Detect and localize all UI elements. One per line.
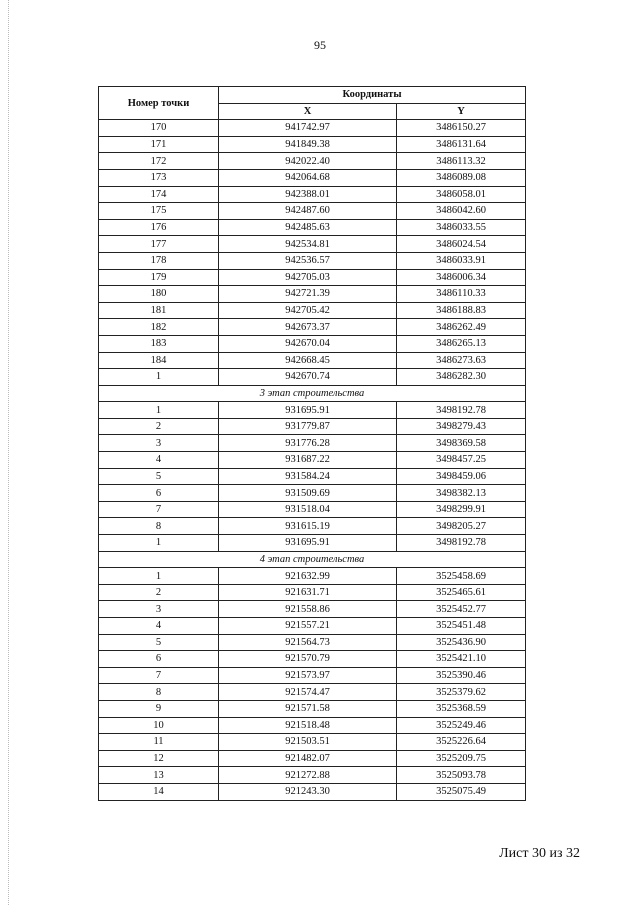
- table-row: [99, 518, 526, 535]
- y-coordinate-cell: 3486024.54: [397, 236, 526, 253]
- y-coordinate-cell: 3486265.13: [397, 335, 526, 352]
- point-number-cell: 4: [99, 452, 219, 469]
- y-coordinate-cell: 3525458.69: [397, 568, 526, 585]
- table-row: [99, 651, 526, 668]
- section-row: [99, 385, 526, 402]
- header-y: Y: [397, 103, 526, 120]
- table-row: [99, 352, 526, 369]
- x-coordinate-cell: 941742.97: [219, 120, 397, 137]
- table-row: [99, 750, 526, 767]
- x-coordinate-cell: 931695.91: [219, 535, 397, 552]
- point-number-cell: 178: [99, 252, 219, 269]
- x-coordinate-cell: 931687.22: [219, 452, 397, 469]
- point-number-cell: 3: [99, 435, 219, 452]
- y-coordinate-cell: 3486273.63: [397, 352, 526, 369]
- table-row: [99, 236, 526, 253]
- y-coordinate-cell: 3486058.01: [397, 186, 526, 203]
- y-coordinate-cell: 3525452.77: [397, 601, 526, 618]
- table-row: [99, 203, 526, 220]
- x-coordinate-cell: 942534.81: [219, 236, 397, 253]
- table-row: [99, 501, 526, 518]
- table-row: [99, 418, 526, 435]
- x-coordinate-cell: 942064.68: [219, 169, 397, 186]
- x-coordinate-cell: 942670.04: [219, 335, 397, 352]
- y-coordinate-cell: 3498382.13: [397, 485, 526, 502]
- section-row: [99, 551, 526, 568]
- x-coordinate-cell: 942388.01: [219, 186, 397, 203]
- table-body: [99, 120, 526, 800]
- point-number-cell: 5: [99, 634, 219, 651]
- point-number-cell: 184: [99, 352, 219, 369]
- table-row: [99, 452, 526, 469]
- point-number-cell: 181: [99, 302, 219, 319]
- y-coordinate-cell: 3498299.91: [397, 501, 526, 518]
- sheet-footer: Лист 30 из 32: [499, 846, 580, 861]
- page-number: 95: [314, 38, 326, 52]
- table-row: [99, 269, 526, 286]
- y-coordinate-cell: 3525075.49: [397, 783, 526, 800]
- y-coordinate-cell: 3525436.90: [397, 634, 526, 651]
- table-row: [99, 568, 526, 585]
- point-number-cell: 11: [99, 734, 219, 751]
- x-coordinate-cell: 921574.47: [219, 684, 397, 701]
- x-coordinate-cell: 921631.71: [219, 584, 397, 601]
- y-coordinate-cell: 3486150.27: [397, 120, 526, 137]
- table-row: [99, 435, 526, 452]
- x-coordinate-cell: 942705.42: [219, 302, 397, 319]
- x-coordinate-cell: 931776.28: [219, 435, 397, 452]
- header-x: X: [219, 103, 397, 120]
- margin-line: [8, 0, 9, 905]
- x-coordinate-cell: 921571.58: [219, 700, 397, 717]
- table-row: [99, 286, 526, 303]
- y-coordinate-cell: 3486110.33: [397, 286, 526, 303]
- y-coordinate-cell: 3525209.75: [397, 750, 526, 767]
- point-number-cell: 2: [99, 584, 219, 601]
- point-number-cell: 1: [99, 535, 219, 552]
- y-coordinate-cell: 3525226.64: [397, 734, 526, 751]
- table-row: [99, 684, 526, 701]
- x-coordinate-cell: 921573.97: [219, 667, 397, 684]
- y-coordinate-cell: 3486131.64: [397, 136, 526, 153]
- point-number-cell: 7: [99, 501, 219, 518]
- point-number-cell: 8: [99, 684, 219, 701]
- section-title: 3 этап строительства: [99, 385, 526, 402]
- table-row: [99, 169, 526, 186]
- y-coordinate-cell: 3486006.34: [397, 269, 526, 286]
- point-number-cell: 12: [99, 750, 219, 767]
- coordinates-table: [98, 86, 526, 801]
- point-number-cell: 3: [99, 601, 219, 618]
- y-coordinate-cell: 3525379.62: [397, 684, 526, 701]
- table-row: [99, 767, 526, 784]
- header-point-number: Номер точки: [99, 87, 219, 120]
- table-header-row: [99, 87, 526, 104]
- point-number-cell: 13: [99, 767, 219, 784]
- y-coordinate-cell: 3498369.58: [397, 435, 526, 452]
- point-number-cell: 173: [99, 169, 219, 186]
- point-number-cell: 7: [99, 667, 219, 684]
- x-coordinate-cell: 942485.63: [219, 219, 397, 236]
- x-coordinate-cell: 931584.24: [219, 468, 397, 485]
- x-coordinate-cell: 942536.57: [219, 252, 397, 269]
- y-coordinate-cell: 3525465.61: [397, 584, 526, 601]
- table-row: [99, 734, 526, 751]
- point-number-cell: 179: [99, 269, 219, 286]
- point-number-cell: 2: [99, 418, 219, 435]
- table-row: [99, 302, 526, 319]
- table-row: [99, 618, 526, 635]
- table-row: [99, 369, 526, 386]
- table-row: [99, 601, 526, 618]
- x-coordinate-cell: 921482.07: [219, 750, 397, 767]
- y-coordinate-cell: 3486282.30: [397, 369, 526, 386]
- table-row: [99, 186, 526, 203]
- table-row: [99, 319, 526, 336]
- y-coordinate-cell: 3525451.48: [397, 618, 526, 635]
- y-coordinate-cell: 3486033.91: [397, 252, 526, 269]
- y-coordinate-cell: 3486262.49: [397, 319, 526, 336]
- section-title: 4 этап строительства: [99, 551, 526, 568]
- table-row: [99, 584, 526, 601]
- point-number-cell: 177: [99, 236, 219, 253]
- y-coordinate-cell: 3525368.59: [397, 700, 526, 717]
- point-number-cell: 172: [99, 153, 219, 170]
- x-coordinate-cell: 942022.40: [219, 153, 397, 170]
- point-number-cell: 175: [99, 203, 219, 220]
- point-number-cell: 5: [99, 468, 219, 485]
- point-number-cell: 180: [99, 286, 219, 303]
- y-coordinate-cell: 3525249.46: [397, 717, 526, 734]
- point-number-cell: 14: [99, 783, 219, 800]
- y-coordinate-cell: 3498459.06: [397, 468, 526, 485]
- y-coordinate-cell: 3525421.10: [397, 651, 526, 668]
- x-coordinate-cell: 942487.60: [219, 203, 397, 220]
- y-coordinate-cell: 3486033.55: [397, 219, 526, 236]
- y-coordinate-cell: 3486188.83: [397, 302, 526, 319]
- point-number-cell: 176: [99, 219, 219, 236]
- y-coordinate-cell: 3486113.32: [397, 153, 526, 170]
- y-coordinate-cell: 3498192.78: [397, 402, 526, 419]
- table-row: [99, 634, 526, 651]
- y-coordinate-cell: 3498279.43: [397, 418, 526, 435]
- point-number-cell: 170: [99, 120, 219, 137]
- table-row: [99, 153, 526, 170]
- table-row: [99, 402, 526, 419]
- point-number-cell: 1: [99, 369, 219, 386]
- y-coordinate-cell: 3498205.27: [397, 518, 526, 535]
- point-number-cell: 1: [99, 402, 219, 419]
- y-coordinate-cell: 3498192.78: [397, 535, 526, 552]
- y-coordinate-cell: 3498457.25: [397, 452, 526, 469]
- point-number-cell: 183: [99, 335, 219, 352]
- y-coordinate-cell: 3486042.60: [397, 203, 526, 220]
- table-row: [99, 252, 526, 269]
- x-coordinate-cell: 942721.39: [219, 286, 397, 303]
- point-number-cell: 4: [99, 618, 219, 635]
- point-number-cell: 182: [99, 319, 219, 336]
- table-row: [99, 335, 526, 352]
- x-coordinate-cell: 921518.48: [219, 717, 397, 734]
- x-coordinate-cell: 921557.21: [219, 618, 397, 635]
- x-coordinate-cell: 921558.86: [219, 601, 397, 618]
- point-number-cell: 6: [99, 651, 219, 668]
- table-row: [99, 468, 526, 485]
- x-coordinate-cell: 921243.30: [219, 783, 397, 800]
- y-coordinate-cell: 3525390.46: [397, 667, 526, 684]
- table-row: [99, 485, 526, 502]
- point-number-cell: 10: [99, 717, 219, 734]
- table-row: [99, 717, 526, 734]
- point-number-cell: 9: [99, 700, 219, 717]
- x-coordinate-cell: 921272.88: [219, 767, 397, 784]
- table-row: [99, 783, 526, 800]
- point-number-cell: 6: [99, 485, 219, 502]
- x-coordinate-cell: 941849.38: [219, 136, 397, 153]
- x-coordinate-cell: 931779.87: [219, 418, 397, 435]
- table-row: [99, 120, 526, 137]
- x-coordinate-cell: 931695.91: [219, 402, 397, 419]
- x-coordinate-cell: 942668.45: [219, 352, 397, 369]
- x-coordinate-cell: 921570.79: [219, 651, 397, 668]
- header-coordinates: Координаты: [219, 87, 526, 104]
- x-coordinate-cell: 931518.04: [219, 501, 397, 518]
- x-coordinate-cell: 942670.74: [219, 369, 397, 386]
- x-coordinate-cell: 931509.69: [219, 485, 397, 502]
- x-coordinate-cell: 942705.03: [219, 269, 397, 286]
- y-coordinate-cell: 3486089.08: [397, 169, 526, 186]
- x-coordinate-cell: 931615.19: [219, 518, 397, 535]
- x-coordinate-cell: 942673.37: [219, 319, 397, 336]
- x-coordinate-cell: 921564.73: [219, 634, 397, 651]
- table-row: [99, 700, 526, 717]
- point-number-cell: 174: [99, 186, 219, 203]
- table-row: [99, 136, 526, 153]
- table-row: [99, 535, 526, 552]
- point-number-cell: 171: [99, 136, 219, 153]
- table-row: [99, 219, 526, 236]
- x-coordinate-cell: 921632.99: [219, 568, 397, 585]
- point-number-cell: 8: [99, 518, 219, 535]
- point-number-cell: 1: [99, 568, 219, 585]
- y-coordinate-cell: 3525093.78: [397, 767, 526, 784]
- table-row: [99, 667, 526, 684]
- x-coordinate-cell: 921503.51: [219, 734, 397, 751]
